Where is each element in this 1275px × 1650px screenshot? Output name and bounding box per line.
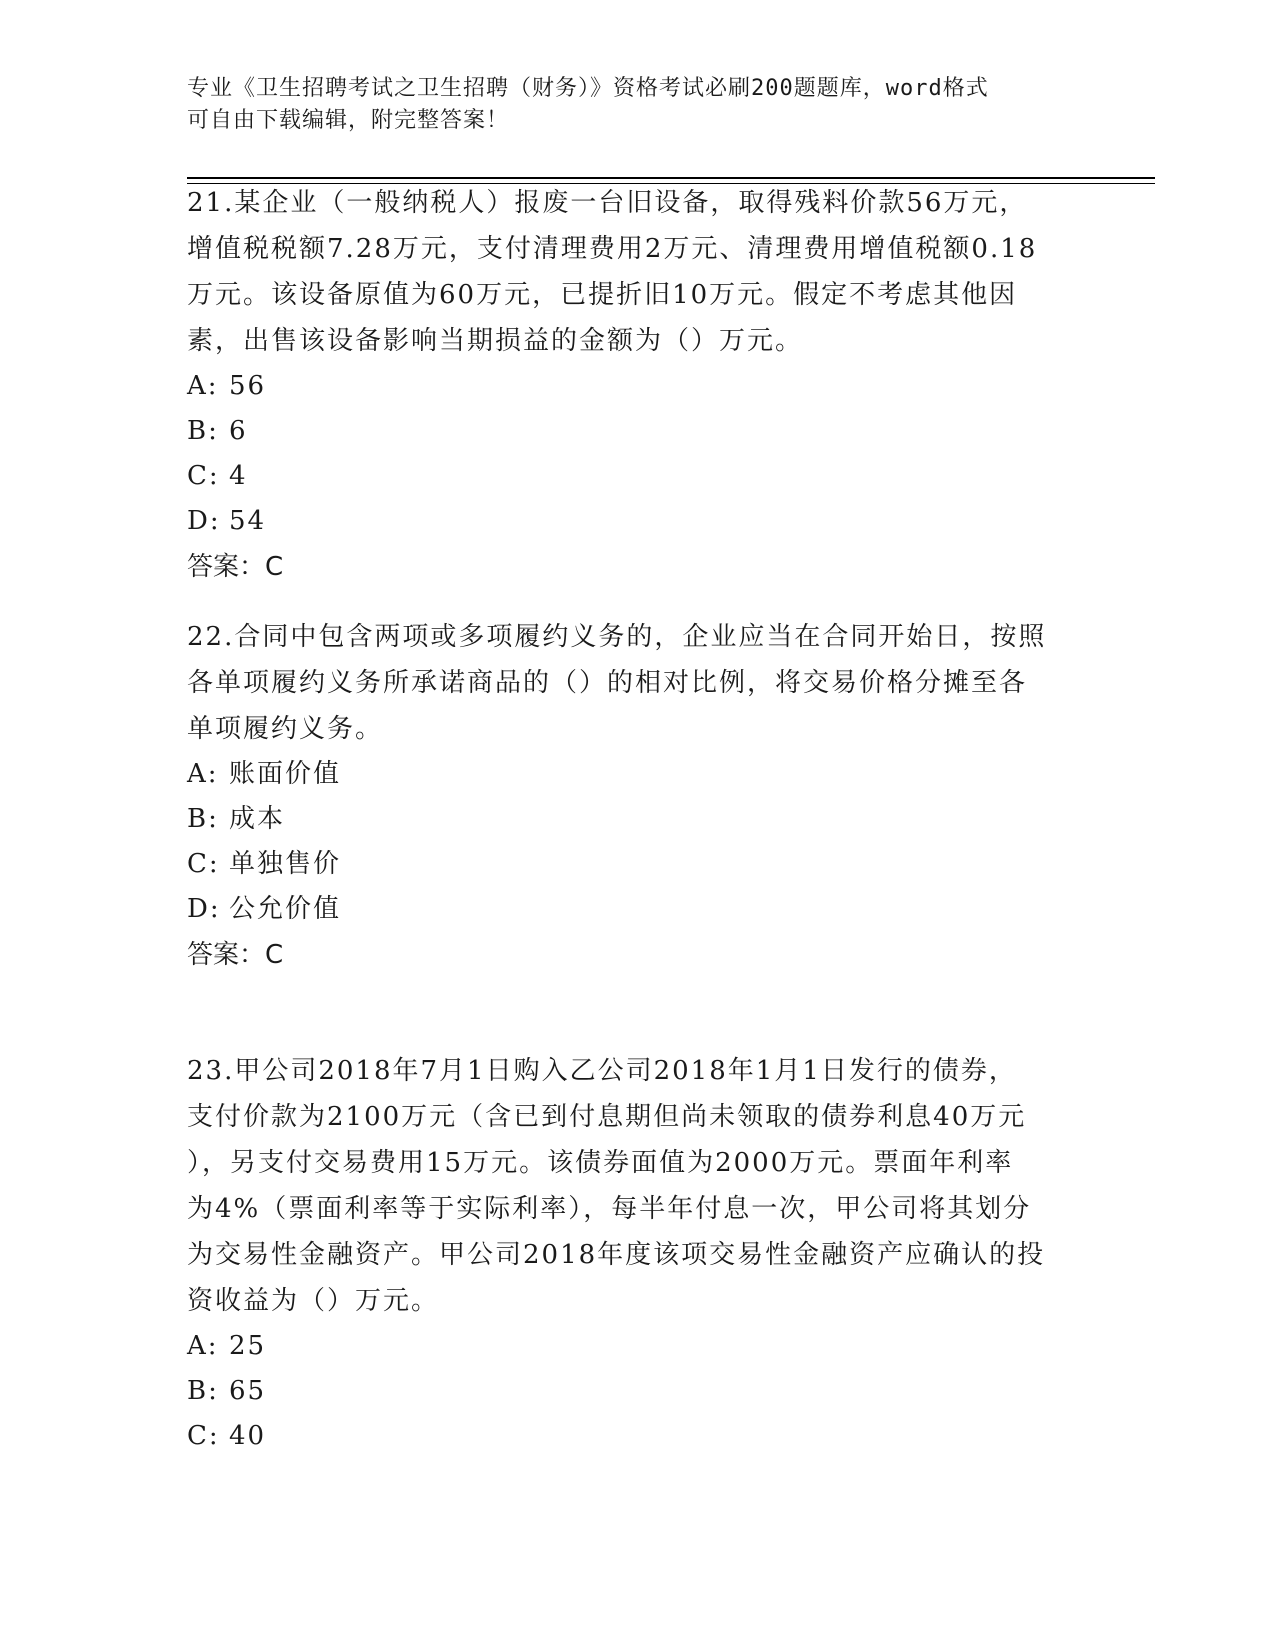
option-c	[187, 1414, 1087, 1459]
option-text: 4	[229, 461, 248, 491]
option-b	[187, 409, 1087, 454]
question-text-line: 支付价款为2100万元（含已到付息期但尚未领取的债券利息40万元	[187, 1102, 1027, 1132]
question-text-line: ），另支付交易费用15万元。该债券面值为2000万元。票面年利率	[187, 1148, 1014, 1178]
question-21	[187, 180, 1087, 590]
option-d	[187, 499, 1087, 544]
option-key: B:	[187, 1376, 219, 1406]
header-line: 可自由下载编辑，附完整答案！	[187, 108, 510, 133]
option-text: 54	[229, 506, 267, 536]
option-key: C:	[187, 1421, 220, 1451]
question-text-line: 单项履约义务。	[187, 714, 384, 744]
header-divider-thick	[187, 177, 1155, 179]
option-c	[187, 842, 1087, 887]
option-key: A:	[187, 759, 219, 789]
option-text: 单独售价	[229, 849, 342, 879]
option-a	[187, 752, 1087, 797]
option-text: 账面价值	[229, 759, 342, 789]
question-text-line: 各单项履约义务所承诺商品的（）的相对比例，将交易价格分摊至各	[187, 668, 1028, 698]
option-text: 56	[229, 371, 267, 401]
option-a	[187, 364, 1087, 409]
question-text-line: 增值税税额7.28万元，支付清理费用2万元、清理费用增值税额0.18	[187, 234, 1038, 264]
option-key: B:	[187, 804, 219, 834]
option-text: 40	[229, 1421, 267, 1451]
option-key: C:	[187, 461, 220, 491]
question-text-line: 素，出售该设备影响当期损益的金额为（）万元。	[187, 326, 804, 356]
question-text-line: 23.甲公司2018年7月1日购入乙公司2018年1月1日发行的债券，	[187, 1056, 1017, 1086]
header-line: 专业《卫生招聘考试之卫生招聘（财务）》资格考试必刷200题题库，word格式	[187, 76, 989, 101]
option-c	[187, 454, 1087, 499]
question-text-line: 为交易性金融资产。甲公司2018年度该项交易性金融资产应确认的投	[187, 1240, 1046, 1270]
question-text-line: 21.某企业（一般纳税人）报废一台旧设备，取得残料价款56万元，	[187, 188, 1028, 218]
option-key: D:	[187, 894, 221, 924]
option-key: C:	[187, 849, 220, 879]
option-key: A:	[187, 1331, 219, 1361]
option-text: 公允价值	[229, 894, 342, 924]
option-d	[187, 887, 1087, 932]
option-text: 25	[229, 1331, 267, 1361]
option-key: A:	[187, 371, 219, 401]
option-text: 65	[229, 1376, 267, 1406]
option-text: 6	[229, 416, 248, 446]
question-text-line: 万元。该设备原值为60万元，已提折旧10万元。假定不考虑其他因	[187, 280, 1018, 310]
question-23	[187, 1048, 1087, 1459]
document-header	[187, 73, 1087, 137]
answer-line: 答案：C	[187, 552, 284, 582]
question-text-line: 为4%（票面利率等于实际利率），每半年付息一次，甲公司将其划分	[187, 1194, 1032, 1224]
question-22	[187, 614, 1087, 978]
answer-line: 答案：C	[187, 940, 284, 970]
option-b	[187, 1369, 1087, 1414]
option-key: B:	[187, 416, 219, 446]
option-key: D:	[187, 506, 221, 536]
option-text: 成本	[229, 804, 286, 834]
question-text-line: 22.合同中包含两项或多项履约义务的，企业应当在合同开始日，按照	[187, 622, 1047, 652]
option-b	[187, 797, 1087, 842]
question-text-line: 资收益为（）万元。	[187, 1286, 440, 1316]
option-a	[187, 1324, 1087, 1369]
